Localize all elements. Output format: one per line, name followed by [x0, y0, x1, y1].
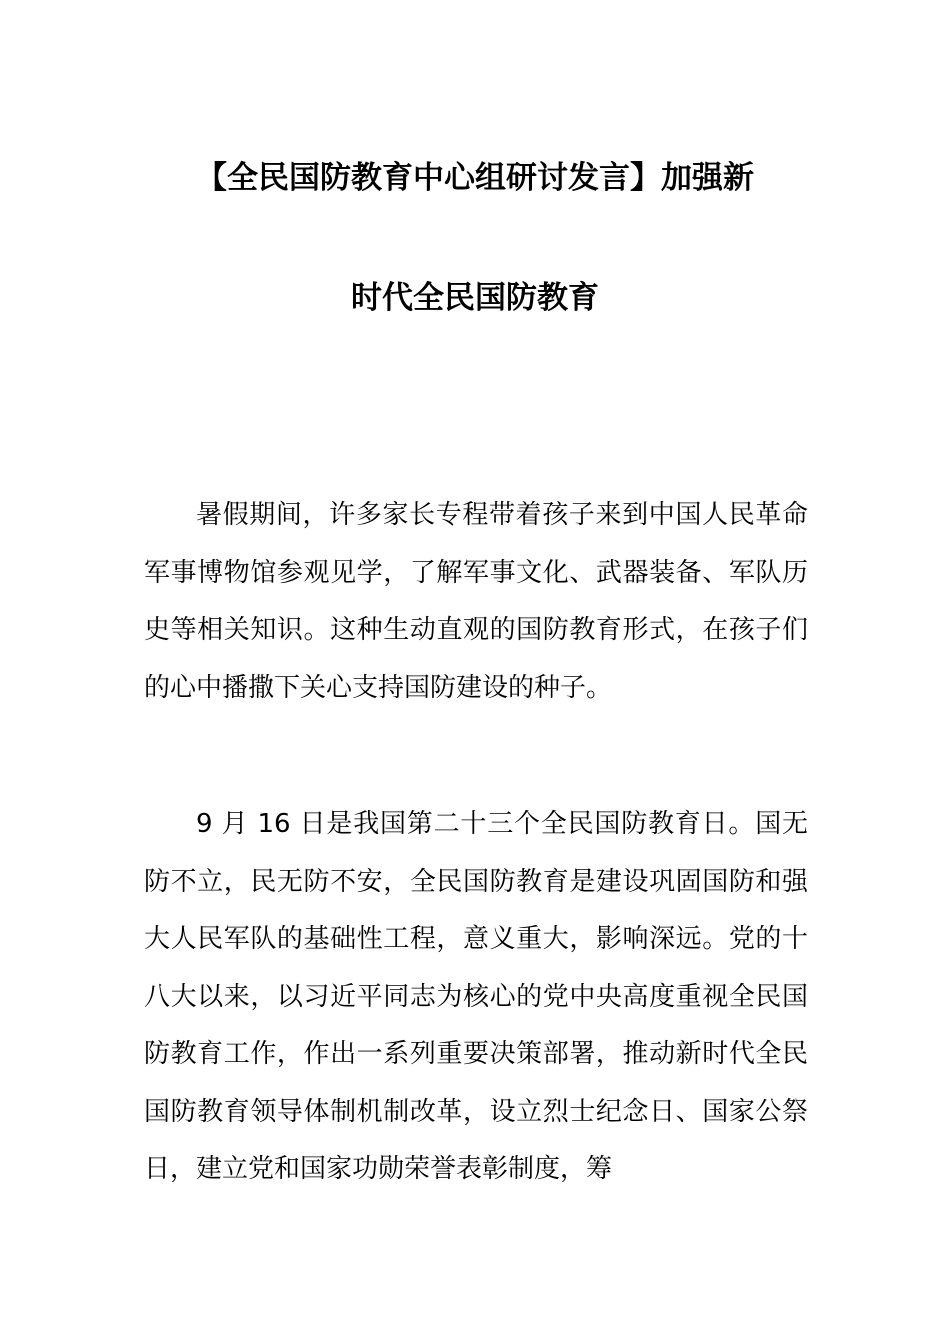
document-title-line-2: 时代全民国防教育: [351, 280, 599, 316]
body-paragraph-2: 9 月 16 日是我国第二十三个全民国防教育日。国无防不立，民无防不安，全民国防教育是建设巩固国防和强大人民军队的基础性工程，意义重大，影响深远。党的十八大以来，以习近平同志为核心的党中央高度重视全民国防教育工作，作出一系列重要决策部署，推动新时代全民国防教育领导体制机制改革，设立烈士纪念日、国家公祭日，建立党和国家功勋荣誉表彰制度，筹: [144, 809, 808, 1184]
document-title-line-1: 【全民国防教育中心组研讨发言】加强新: [196, 160, 754, 196]
body-paragraph-1: 暑假期间，许多家长专程带着孩子来到中国人民革命军事博物馆参观见学，了解军事文化、武器装备、军队历史等相关知识。这种生动直观的国防教育形式，在孩子们的心中播撒下关心支持国防建设的种子。: [144, 500, 808, 703]
